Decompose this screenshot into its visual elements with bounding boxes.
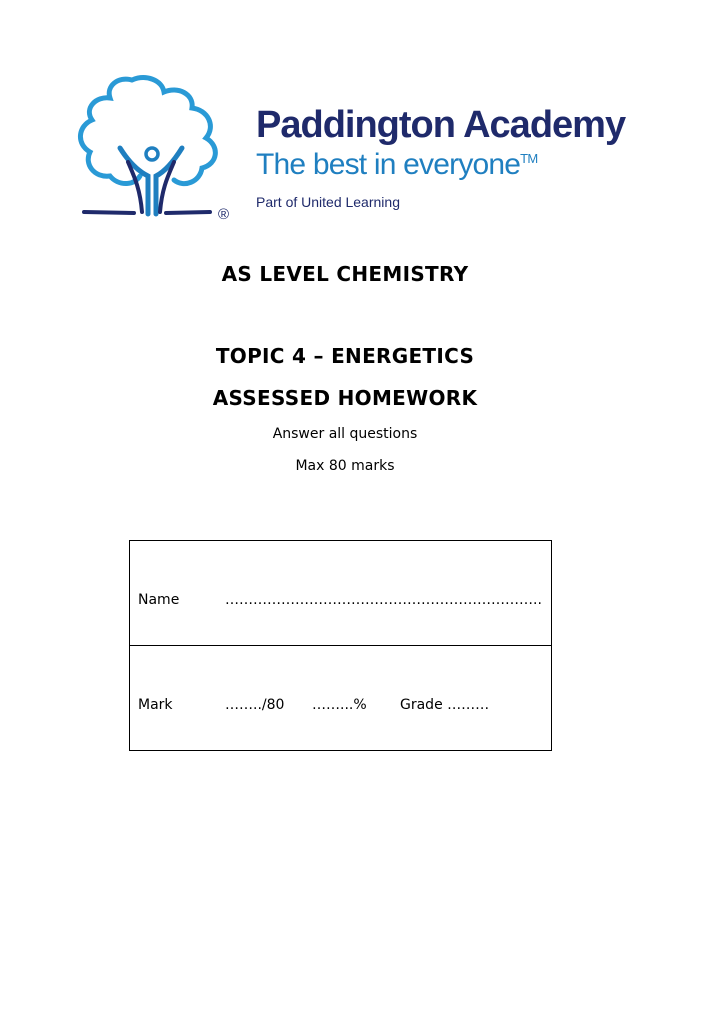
name-row: [130, 541, 551, 646]
percent-field: ……...%: [312, 697, 367, 713]
instruction-text: Answer all questions: [272, 426, 418, 442]
mark-field: ……../80: [225, 697, 285, 713]
school-name: Paddington Academy: [256, 104, 626, 146]
grade-field: Grade ………: [400, 697, 490, 713]
trademark-mark: TM: [520, 151, 538, 166]
registered-mark: ®: [218, 206, 230, 223]
affiliation-text: Part of United Learning: [256, 194, 400, 210]
topic-title: TOPIC 4 – ENERGETICS: [215, 344, 475, 368]
tagline-text: The best in everyone: [256, 148, 521, 181]
name-field: …………………………………………………………..: [225, 592, 542, 608]
assessment-title: ASSESSED HOMEWORK: [212, 386, 478, 410]
course-title: AS LEVEL CHEMISTRY: [221, 262, 469, 286]
school-logo: [70, 72, 630, 232]
logo-text: [256, 106, 625, 210]
mark-label: Mark: [138, 697, 173, 713]
school-tagline: [256, 150, 625, 180]
mark-row: [130, 646, 551, 751]
name-label: Name: [138, 592, 180, 608]
tree-emblem-icon: [70, 72, 250, 227]
max-marks-text: Max 80 marks: [295, 458, 395, 474]
student-info-box: [129, 540, 552, 751]
